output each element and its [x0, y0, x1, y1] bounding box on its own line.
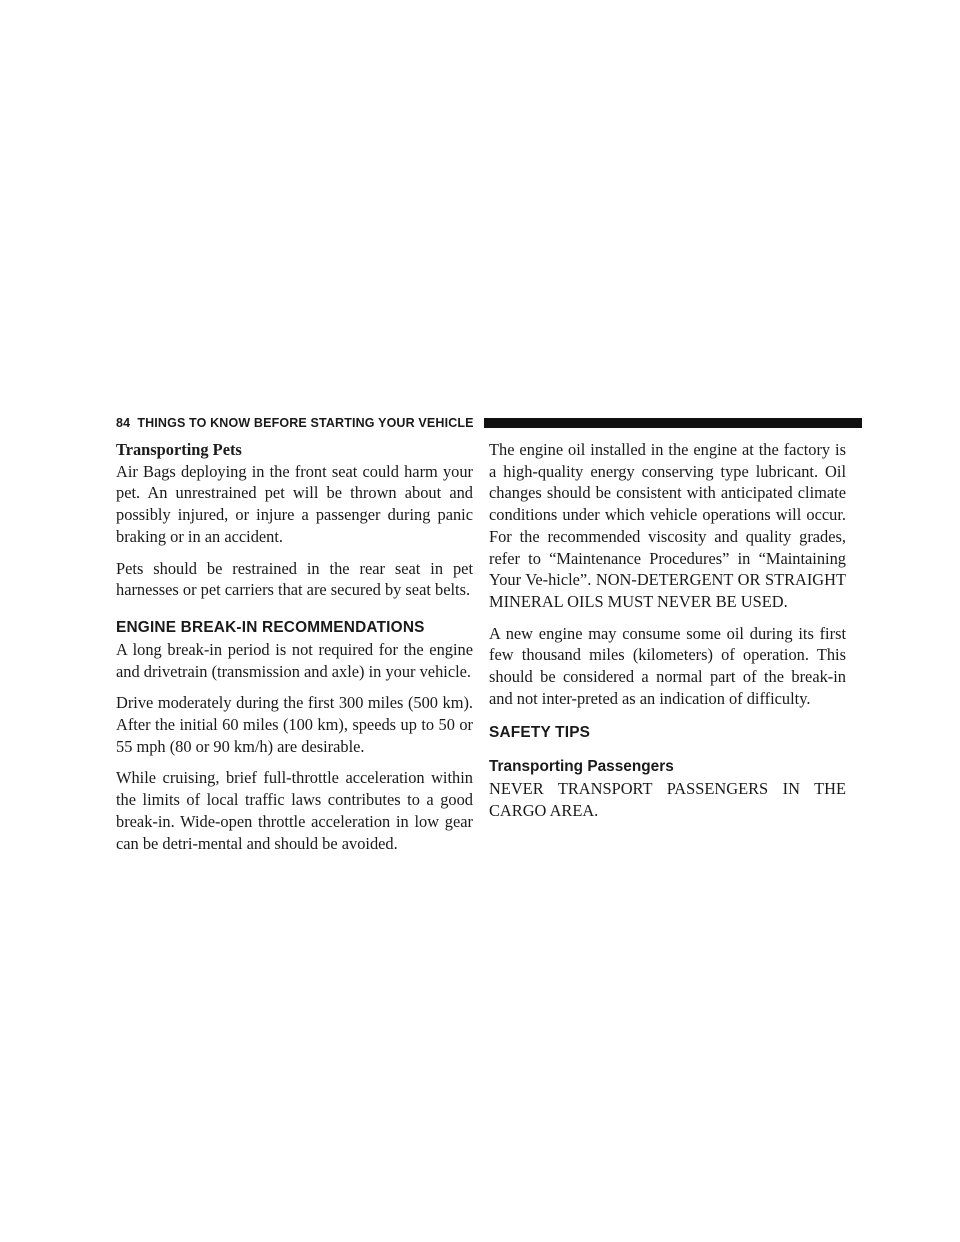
- page-number: 84: [116, 416, 131, 430]
- pets-paragraph-1: Air Bags deploying in the front seat could harm your pet. An unrestrained pet will be thrown about and possibly injured, or injure a passenger during panic braking or in an accident.: [116, 461, 473, 546]
- break-in-paragraph-2: Drive moderately during the first 300 miles (500 km). After the initial 60 miles (100 km), speeds up to 50 or 55 mph (80 or 90 km/h) are desirable.: [116, 693, 473, 756]
- engine-oil-paragraph-1: The engine oil installed in the engine at the factory is a high-quality energy conserving type lubricant. Oil changes should be consistent with anticipated climate conditions under which vehicle operations will occur. For the recommended viscosity and quality grades, refer to “Maintenance Procedures” in “Maintaining Your Ve-hicle”. NON-DETERGENT OR STRAIGHT MINERAL OILS MUST NEVER BE USED.: [489, 440, 846, 611]
- safety-tips-heading: SAFETY TIPS: [489, 724, 591, 742]
- break-in-paragraph-1: A long break-in period is not required for the engine and drivetrain (transmission and axle) in your vehicle.: [116, 639, 473, 681]
- break-in-paragraph-3: While cruising, brief full-throttle acceleration within the limits of local traffic laws contributes to a good break-in. Wide-open throttle acceleration in low gear can be detri-mental and should be avoided.: [116, 768, 473, 853]
- pets-paragraph-2: Pets should be restrained in the rear seat in pet harnesses or pet carriers that are secured by seat belts.: [116, 558, 473, 600]
- running-title: THINGS TO KNOW BEFORE STARTING YOUR VEHICLE: [137, 416, 474, 430]
- passengers-paragraph: NEVER TRANSPORT PASSENGERS IN THE CARGO AREA.: [489, 779, 846, 821]
- left-column: [116, 439, 473, 854]
- engine-break-in-heading: ENGINE BREAK-IN RECOMMENDATIONS: [116, 618, 425, 636]
- header-rule: [484, 418, 862, 428]
- transporting-passengers-heading: Transporting Passengers: [489, 758, 674, 776]
- page-header: [116, 417, 862, 429]
- right-column: [489, 439, 846, 822]
- transporting-pets-heading: Transporting Pets: [116, 440, 242, 459]
- engine-oil-paragraph-2: A new engine may consume some oil during its first few thousand miles (kilometers) of operation. This should be considered a normal part of the break-in and not inter-preted as an indication of difficulty.: [489, 623, 846, 708]
